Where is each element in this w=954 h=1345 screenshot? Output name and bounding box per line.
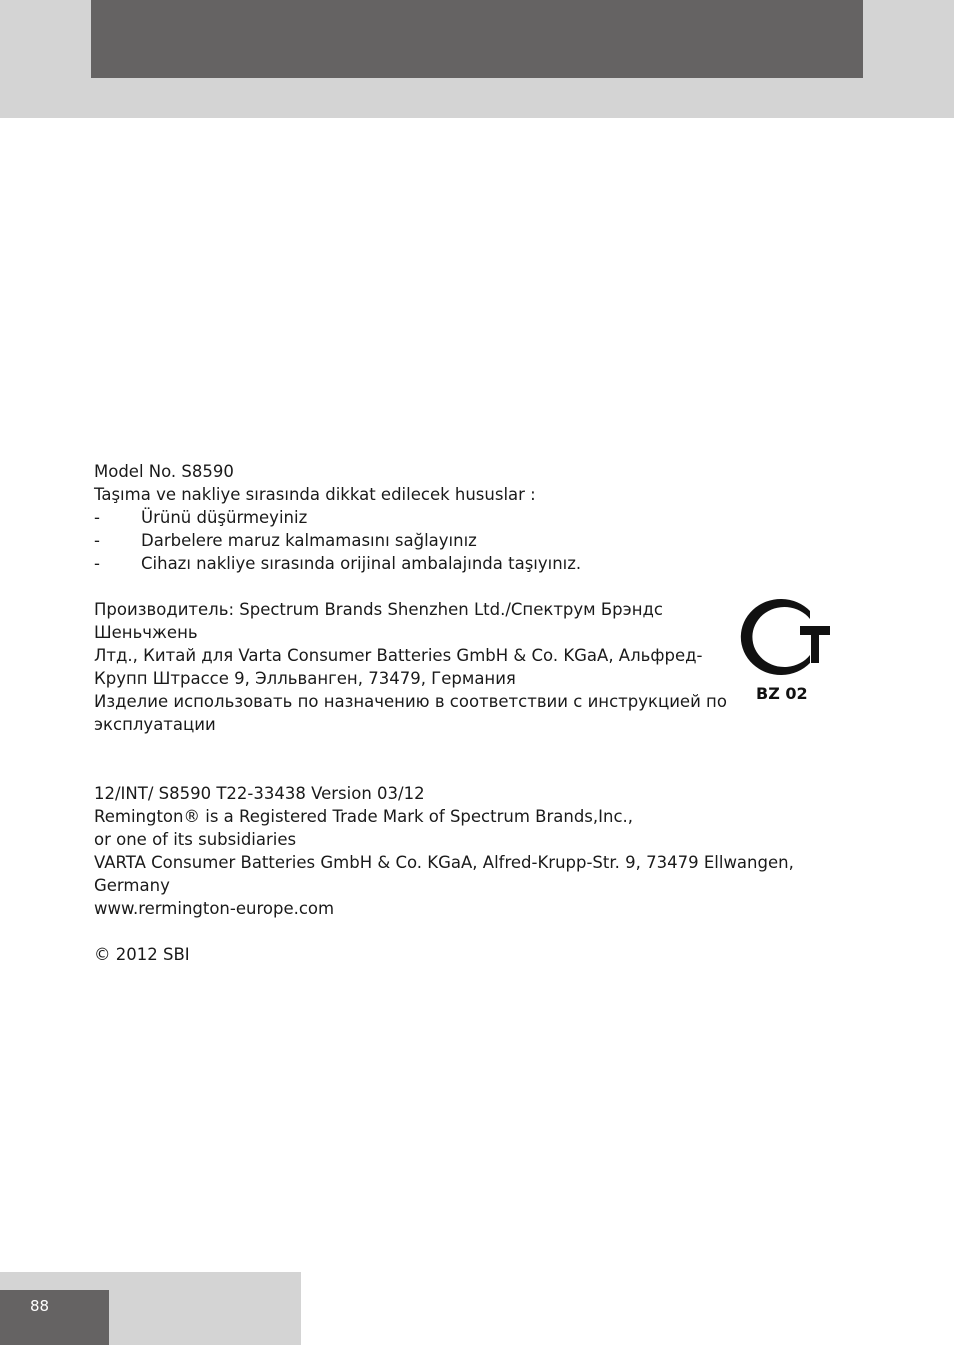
bullet-dash: - <box>94 531 100 550</box>
trademark-note-cont: or one of its subsidiaries <box>94 830 297 849</box>
manufacturer-info-ru <box>94 598 734 736</box>
spacer <box>94 575 814 598</box>
website-link[interactable]: www.rermington-europe.com <box>94 899 335 918</box>
ru-line: Шеньчжень <box>94 623 198 642</box>
spacer <box>94 736 814 782</box>
product-code: 12/INT/ S8590 T22-33438 Version 03/12 <box>94 784 425 803</box>
bullet-text: Ürünü düşürmeyiniz <box>141 508 308 527</box>
model-number: Model No. S8590 <box>94 462 234 481</box>
transport-instructions-title: Taşıma ve nakliye sırasında dikkat edilecek hususlar : <box>94 485 536 504</box>
bullet-item <box>94 529 814 552</box>
header-bar <box>91 0 863 78</box>
spacer <box>94 920 814 943</box>
bullet-item <box>94 552 814 575</box>
bullet-text: Darbelere maruz kalmamasını sağlayınız <box>141 531 477 550</box>
pct-certification-icon <box>732 599 832 703</box>
manufacturer-country: Germany <box>94 876 170 895</box>
ru-line: Изделие использовать по назначению в соответствии с инструкцией по <box>94 692 727 711</box>
ru-line: Крупп Штрассе 9, Элльванген, 73479, Германия <box>94 669 516 688</box>
bullet-item <box>94 506 814 529</box>
bullet-dash: - <box>94 508 100 527</box>
bullet-dash: - <box>94 554 100 573</box>
manufacturer-address: VARTA Consumer Batteries GmbH & Co. KGaA, Alfred-Krupp-Str. 9, 73479 Ellwangen, <box>94 853 794 872</box>
trademark-note: Remington® is a Registered Trade Mark of Spectrum Brands,Inc., <box>94 807 634 826</box>
ru-line: Лтд., Китай для Varta Consumer Batteries GmbH & Co. KGaA, Альфред- <box>94 646 703 665</box>
pct-code: BZ 02 <box>756 684 808 703</box>
document-body <box>94 460 814 966</box>
copyright: © 2012 SBI <box>94 945 190 964</box>
ru-line: Производитель: Spectrum Brands Shenzhen Ltd./Спектрум Брэндс <box>94 600 663 619</box>
page-number-box <box>0 1290 109 1345</box>
page-number: 88 <box>30 1297 50 1315</box>
bullet-text: Cihazı nakliye sırasında orijinal ambalajında taşıyınız. <box>141 554 582 573</box>
ru-line: эксплуатации <box>94 715 216 734</box>
